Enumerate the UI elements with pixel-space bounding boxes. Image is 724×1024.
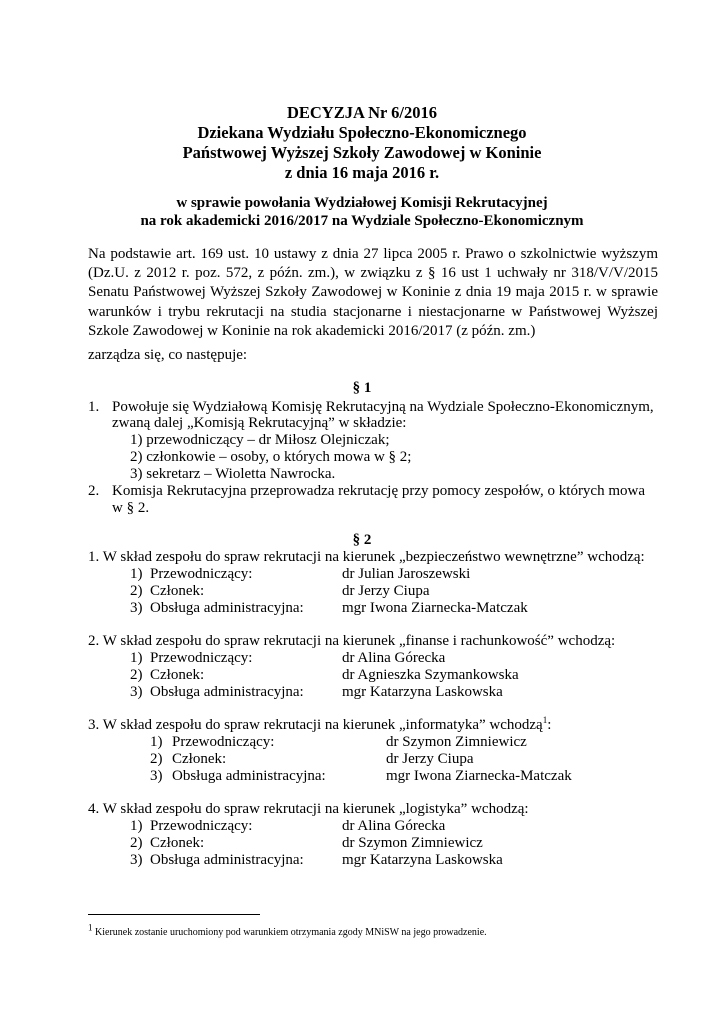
item-1-number: 1. (88, 399, 100, 415)
team-row-person: dr Szymon Zimniewicz (386, 734, 527, 750)
team-row-role: Przewodniczący: (172, 734, 275, 750)
team-row-role: Obsługa administracyjna: (150, 684, 304, 700)
team-row-role: Przewodniczący: (150, 818, 253, 834)
team-row-person: mgr Katarzyna Laskowska (342, 852, 503, 868)
item-1-text-cont: zwaną dalej „Komisją Rekrutacyjną” w składzie: (112, 415, 407, 431)
team-row-number: 2) (130, 667, 143, 683)
committee-secretary: 3) sekretarz – Wioletta Nawrocka. (130, 466, 336, 482)
team-row-role: Członek: (172, 751, 227, 767)
team-row-role: Członek: (150, 583, 205, 599)
decision-title: DECYZJA Nr 6/2016 (286, 103, 438, 122)
team-row-number: 3) (130, 600, 143, 616)
section-1-heading: § 1 (352, 380, 372, 396)
team-row-number: 3) (130, 684, 143, 700)
team-row-person: dr Szymon Zimniewicz (342, 835, 483, 851)
team-3-intro-colon: : (547, 717, 552, 733)
team-row-number: 2) (130, 583, 143, 599)
team-row-role: Obsługa administracyjna: (150, 852, 304, 868)
team-row-person: dr Julian Jaroszewski (342, 566, 471, 582)
decision-institution: Państwowej Wyższej Szkoły Zawodowej w Koninie (182, 143, 542, 162)
item-2-text: Komisja Rekrutacyjna przeprowadza rekrutację przy pomocy zespołów, o których mowa (112, 483, 645, 499)
decision-date: z dnia 16 maja 2016 r. (284, 163, 440, 182)
footnote-mark: 1 (88, 922, 93, 933)
team-row-number: 1) (150, 734, 163, 750)
team-row-person: mgr Katarzyna Laskowska (342, 684, 503, 700)
team-row-person: dr Alina Górecka (342, 818, 446, 834)
team-row-person: dr Jerzy Ciupa (386, 751, 474, 767)
orders-line: zarządza się, co następuje: (88, 347, 248, 363)
preamble-paragraph: Na podstawie art. 169 ust. 10 ustawy z dnia 27 lipca 2005 r. Prawo o szkolnictwie wyższym (Dz.U. z 2012 r. poz. 572, z późn. zm.), w związku z § 16 ust 1 uchwały nr 318/V/V/2015 Senatu Państwowej Wyższej Szkoły Zawodowej w Koninie z dnia 19 maja 2015 r. w sprawie warunków i trybu rekrutacji na studia stacjonarne i niestacjonarne w Państwowej Wyższej Szkole Zawodowej w Koninie na rok akademicki 2016/2017 (z późn. zm.) (88, 246, 658, 339)
team-1-intro: 1. W skład zespołu do spraw rekrutacji na kierunek „bezpieczeństwo wewnętrzne” wchodzą: (88, 549, 645, 565)
footnote-separator (88, 914, 260, 915)
team-row-role: Członek: (150, 835, 205, 851)
team-row-person: mgr Iwona Ziarnecka-Matczak (342, 600, 528, 616)
team-row-number: 2) (150, 751, 163, 767)
footnote-text: Kierunek zostanie uruchomiony pod warunkiem otrzymania zgody MNiSW na jego prowadzenie. (95, 927, 487, 938)
team-row-role: Obsługa administracyjna: (172, 768, 326, 784)
team-row-role: Przewodniczący: (150, 650, 253, 666)
team-2-intro: 2. W skład zespołu do spraw rekrutacji na kierunek „finanse i rachunkowość” wchodzą: (88, 633, 616, 649)
item-2-number: 2. (88, 483, 100, 499)
team-row-person: dr Alina Górecka (342, 650, 446, 666)
team-row-role: Członek: (150, 667, 205, 683)
section-2-heading: § 2 (352, 532, 372, 548)
committee-chair: 1) przewodniczący – dr Miłosz Olejniczak; (130, 432, 390, 448)
footnote (88, 924, 487, 942)
team-row-number: 1) (130, 818, 143, 834)
team-3-intro (88, 717, 551, 735)
team-row-person: mgr Iwona Ziarnecka-Matczak (386, 768, 572, 784)
team-4-intro: 4. W skład zespołu do spraw rekrutacji na kierunek „logistyka” wchodzą: (88, 801, 529, 817)
team-3-intro-text: 3. W skład zespołu do spraw rekrutacji na kierunek „informatyka” wchodzą (88, 717, 543, 733)
team-row-role: Przewodniczący: (150, 566, 253, 582)
team-row-number: 3) (130, 852, 143, 868)
team-row-number: 2) (130, 835, 143, 851)
subject-line-1: w sprawie powołania Wydziałowej Komisji Rekrutacyjnej (176, 195, 548, 211)
team-row-number: 1) (130, 566, 143, 582)
team-row-number: 1) (130, 650, 143, 666)
decision-issuer: Dziekana Wydziału Społeczno-Ekonomicznego (197, 123, 527, 142)
item-1-text: Powołuje się Wydziałową Komisję Rekrutacyjną na Wydziale Społeczno-Ekonomicznym, (112, 399, 654, 415)
team-row-person: dr Jerzy Ciupa (342, 583, 430, 599)
team-row-person: dr Agnieszka Szymankowska (342, 667, 519, 683)
subject-line-2: na rok akademicki 2016/2017 na Wydziale Społeczno-Ekonomicznym (140, 213, 584, 229)
team-row-number: 3) (150, 768, 163, 784)
committee-members: 2) członkowie – osoby, o których mowa w § 2; (130, 449, 412, 465)
item-2-text-cont: w § 2. (112, 500, 150, 516)
footnote-reference: 1 (542, 715, 548, 725)
team-row-role: Obsługa administracyjna: (150, 600, 304, 616)
